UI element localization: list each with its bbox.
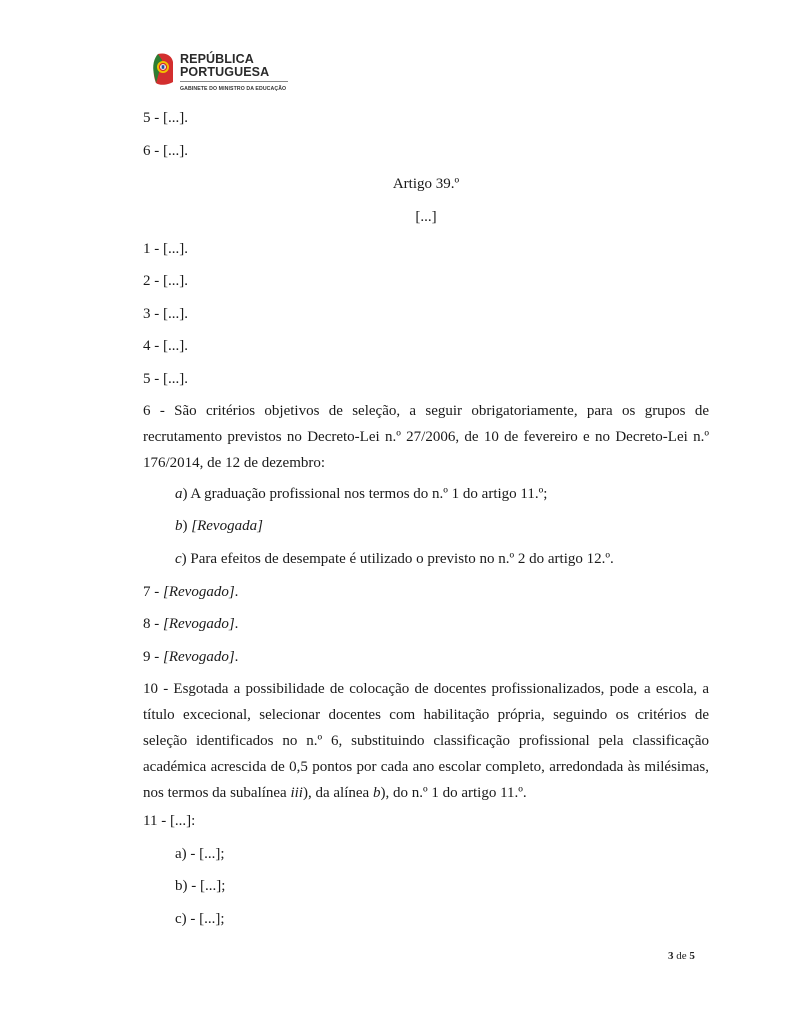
article-item-7 [143,579,709,605]
article-subtitle: [...] [415,209,437,225]
page-separator: de [676,950,687,962]
article-item-11-subitem-a: a) - [...]; [175,846,225,862]
item-text: ), do n.º 1 do artigo 11.º. [380,785,527,801]
item-prefix: 9 - [143,649,163,665]
article-item-4: 4 - [...]. [143,338,188,354]
item-text: ), da alínea [302,785,373,801]
item-italic-text: b [372,785,381,801]
logo-title-line2: PORTUGUESA [180,65,270,79]
logo-title [180,53,269,79]
article-item-8 [143,611,709,637]
item-revoked-text: [Revogado] [163,616,235,632]
republica-portuguesa-logo [152,52,292,98]
subitem-revoked-text: [Revogada] [191,518,263,534]
article-item-6: 6 - São critérios objetivos de seleção, a seguir obrigatoriamente, para os grupos de recrutamento previstos no Decreto-Lei n.º 27/2006, de 10 de fevereiro e no Decreto-Lei n.º 176/2014, de 12 de dezembro: [143,403,709,471]
item-prefix: 7 - [143,584,163,600]
total-pages: 5 [689,950,695,962]
subitem-letter: c [175,551,182,567]
item-italic-text: iii [290,785,303,801]
portugal-emblem-icon [152,52,174,86]
item-suffix: . [234,649,239,665]
current-page: 3 [668,950,674,962]
subitem-text: ) [182,518,192,534]
article-item-1: 1 - [...]. [143,241,188,257]
article-item-2: 2 - [...]. [143,273,188,289]
logo-title-line1: REPÚBLICA [180,52,254,66]
page-number [668,950,695,962]
previous-item-6: 6 - [...]. [143,143,188,159]
article-item-11-subitem-c: c) - [...]; [175,911,225,927]
article-item-5: 5 - [...]. [143,371,188,387]
item-text: 10 - Esgotada a possibilidade de colocação de docentes profissionalizados, pode a escola, a título excecional, selecionar docentes com habilitação própria, seguindo os critérios de seleção identificados no n.º 6, substituindo classificação profissional pela classificação académica acrescida de 0,5 pontos por cada ano escolar completo, arredondada às milésimas, nos termos da subalínea [143,681,709,801]
item-prefix: 8 - [143,616,163,632]
article-item-11: 11 - [...]: [143,813,196,829]
subitem-text: ) A graduação profissional nos termos do n.º 1 do artigo 11.º; [182,486,548,502]
article-item-10 [143,676,709,806]
subitem-text: ) Para efeitos de desempate é utilizado o previsto no n.º 2 do artigo 12.º. [181,551,614,567]
article-title: Artigo 39.º [392,176,460,192]
subitem-letter: b [175,518,183,534]
article-item-3: 3 - [...]. [143,306,188,322]
item-revoked-text: [Revogado] [163,584,235,600]
article-item-6-subitem-c [175,546,709,572]
article-item-11-subitem-b: b) - [...]; [175,878,226,894]
previous-item-5: 5 - [...]. [143,110,188,126]
article-item-6-subitem-a [175,481,709,507]
item-revoked-text: [Revogado] [163,649,235,665]
article-item-6-subitem-b [175,513,709,539]
logo-subtitle: GABINETE DO MINISTRO DA EDUCAÇÃO [180,86,287,92]
subitem-letter: a [175,486,183,502]
logo-divider [180,81,288,82]
article-item-9 [143,644,709,670]
item-suffix: . [234,584,239,600]
item-suffix: . [234,616,239,632]
